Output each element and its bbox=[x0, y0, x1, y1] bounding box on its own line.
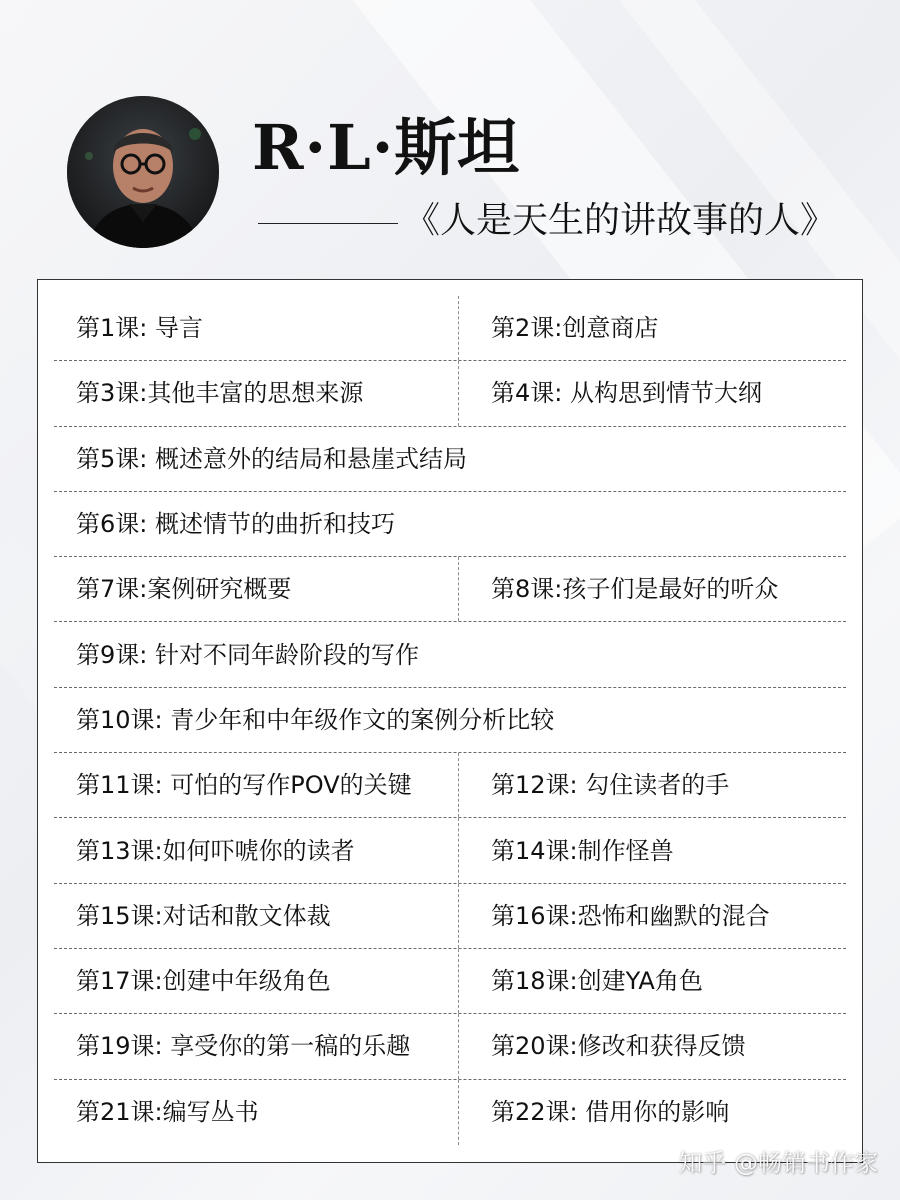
author-name: R·L·斯坦 bbox=[252, 111, 521, 184]
author-avatar bbox=[67, 96, 219, 248]
author-portrait-icon bbox=[67, 96, 219, 248]
lesson-row bbox=[54, 427, 846, 492]
lesson-item: 第7课:案例研究概要 bbox=[76, 575, 292, 604]
lesson-item: 第3课:其他丰富的思想来源 bbox=[76, 379, 364, 408]
lesson-row bbox=[54, 557, 846, 622]
lesson-row bbox=[54, 949, 846, 1014]
lesson-item: 第13课:如何吓唬你的读者 bbox=[76, 836, 355, 865]
lesson-item: 第19课: 享受你的第一稿的乐趣 bbox=[76, 1032, 411, 1061]
lesson-row bbox=[54, 1080, 846, 1145]
lesson-item: 第11课: 可怕的写作POV的关键 bbox=[76, 771, 412, 800]
lesson-item: 第15课:对话和散文体裁 bbox=[76, 901, 331, 930]
lesson-row bbox=[54, 492, 846, 557]
lesson-item: 第18课:创建YA角色 bbox=[458, 949, 846, 1013]
lesson-row bbox=[54, 884, 846, 949]
lesson-row bbox=[54, 688, 846, 753]
lesson-item: 第14课:制作怪兽 bbox=[458, 818, 846, 882]
lesson-item: 第8课:孩子们是最好的听众 bbox=[458, 557, 846, 621]
lesson-item: 第22课: 借用你的影响 bbox=[458, 1080, 846, 1145]
lesson-item: 第1课: 导言 bbox=[76, 314, 203, 343]
lesson-item: 第12课: 勾住读者的手 bbox=[458, 753, 846, 817]
lesson-row bbox=[54, 818, 846, 883]
lesson-row bbox=[54, 1014, 846, 1079]
lesson-row bbox=[54, 296, 846, 361]
lesson-item: 第17课:创建中年级角色 bbox=[76, 967, 331, 996]
course-title: 《人是天生的讲故事的人》 bbox=[404, 200, 837, 241]
lesson-row bbox=[54, 753, 846, 818]
lesson-row bbox=[54, 361, 846, 426]
lesson-item: 第16课:恐怖和幽默的混合 bbox=[458, 884, 846, 948]
lesson-item: 第5课: 概述意外的结局和悬崖式结局 bbox=[76, 444, 467, 473]
header bbox=[0, 0, 900, 270]
lesson-item: 第9课: 针对不同年龄阶段的写作 bbox=[76, 640, 419, 669]
subtitle-divider bbox=[258, 223, 398, 224]
lesson-item: 第20课:修改和获得反馈 bbox=[458, 1014, 846, 1078]
lesson-item: 第6课: 概述情节的曲折和技巧 bbox=[76, 510, 395, 539]
lesson-item: 第2课:创意商店 bbox=[458, 296, 846, 360]
lesson-item: 第10课: 青少年和中年级作文的案例分析比较 bbox=[76, 705, 555, 734]
lesson-item: 第4课: 从构思到情节大纲 bbox=[458, 361, 846, 425]
lesson-item: 第21课:编写丛书 bbox=[76, 1098, 259, 1127]
lesson-row bbox=[54, 622, 846, 687]
lesson-list bbox=[37, 279, 863, 1163]
watermark: 知乎 @畅销书作家 bbox=[678, 1149, 878, 1177]
